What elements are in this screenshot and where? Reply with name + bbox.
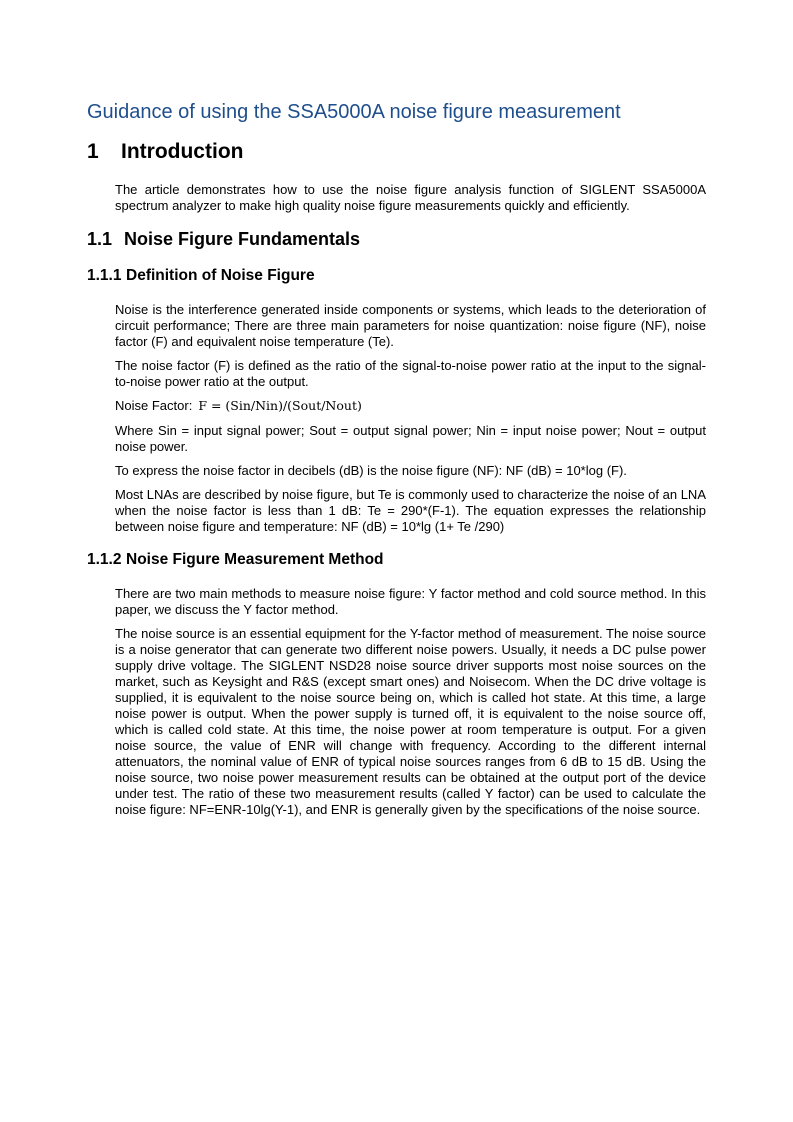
section-1-number: 1	[87, 140, 99, 163]
section-1-1-1-number: 1.1.1	[87, 267, 122, 284]
section-1-1-2-number: 1.1.2	[87, 551, 122, 568]
section-1-heading	[87, 140, 243, 164]
noise-definition-paragraph: Noise is the interference generated inside components or systems, which leads to the deterioration of circuit performance; There are three main parameters for noise quantization: noise figure (NF), noise factor (F) and equivalent noise temperature (Te).	[115, 302, 706, 349]
noise-factor-formula: F = (Sin/Nin)/(Sout/Nout)	[198, 398, 362, 413]
section-1-intro: The article demonstrates how to use the noise figure analysis function of SIGLENT SSA5000A spectrum analyzer to make high quality noise figure measurements quickly and efficiently.	[115, 182, 706, 213]
section-1-title: Introduction	[121, 140, 244, 163]
lna-temperature-paragraph: Most LNAs are described by noise figure, but Te is commonly used to characterize the noise of an LNA when the noise factor is less than 1 dB: Te = 290*(F-1). The equation expresses the relationship between noise figure and temperature: NF (dB) = 10*lg (1+ Te /290)	[115, 487, 706, 534]
signal-power-definitions-paragraph: Where Sin = input signal power; Sout = output signal power; Nin = input noise power; Nout = output noise power.	[115, 423, 706, 454]
document-title: Guidance of using the SSA5000A noise figure measurement	[87, 101, 621, 123]
measurement-methods-paragraph: There are two main methods to measure noise figure: Y factor method and cold source method. In this paper, we discuss the Y factor method.	[115, 586, 706, 617]
section-1-1-number: 1.1	[87, 229, 113, 249]
section-1-1-heading	[87, 229, 360, 250]
noise-factor-formula-line	[115, 398, 706, 414]
noise-factor-paragraph: The noise factor (F) is defined as the ratio of the signal-to-noise power ratio at the input to the signal-to-noise power ratio at the output.	[115, 358, 706, 389]
section-1-1-2-title: Noise Figure Measurement Method	[126, 551, 384, 568]
section-1-1-2-heading	[87, 551, 384, 569]
noise-source-paragraph: The noise source is an essential equipment for the Y-factor method of measurement. The noise source is a noise generator that can generate two different noise powers. Usually, it needs a DC pulse power supply drive voltage. The SIGLENT NSD28 noise source driver supports most noise sources on the market, such as Keysight and R&S (except smart ones) and Noisecom. When the DC drive voltage is supplied, it is equivalent to the noise source being on, which is called hot state. At this time, a large noise power is output. When the power supply is turned off, it is equivalent to the noise source off, which is called cold state. At this time, the noise power at room temperature is output. For a given noise source, the value of ENR will change with frequency. According to the different internal attenuators, the nominal value of ENR of typical noise sources ranges from 6 dB to 15 dB. Using the noise source, two noise power measurement results can be obtained at the output port of the device under test. The ratio of these two measurement results (called Y factor) can be used to calculate the noise figure: NF=ENR-10lg(Y-1), and ENR is generally given by the specifications of the noise source.	[115, 626, 706, 817]
section-1-1-title: Noise Figure Fundamentals	[124, 229, 361, 249]
section-1-1-1-heading	[87, 267, 315, 285]
formula-label: Noise Factor:	[115, 398, 193, 413]
section-1-1-1-title: Definition of Noise Figure	[126, 267, 315, 284]
noise-figure-db-paragraph: To express the noise factor in decibels (dB) is the noise figure (NF): NF (dB) = 10*log (F).	[115, 463, 627, 478]
